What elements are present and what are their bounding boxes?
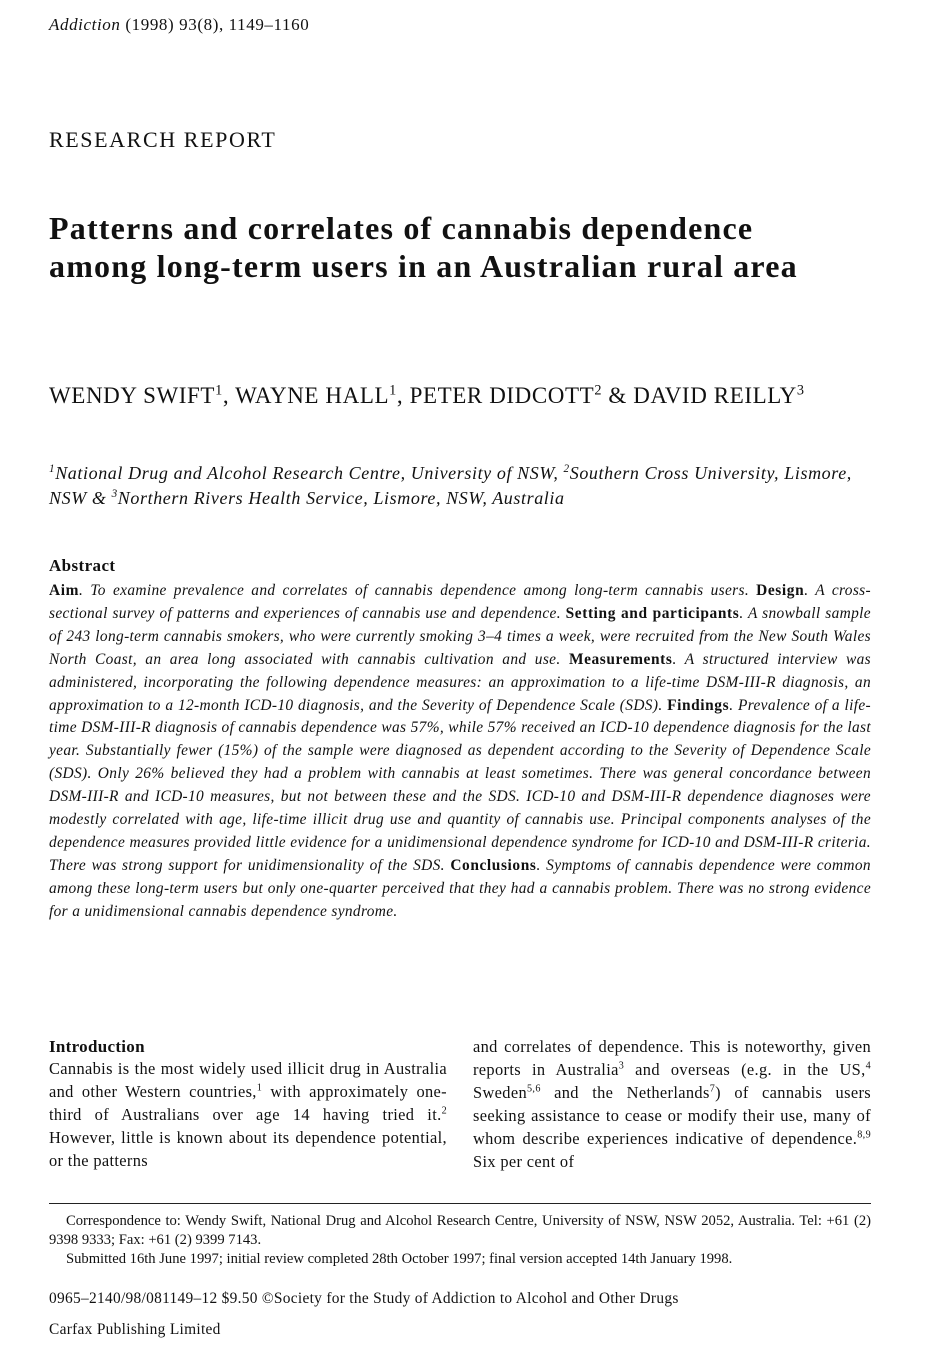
abstract-section-label: Design bbox=[756, 582, 805, 599]
affiliation-number: 1 bbox=[49, 463, 56, 475]
affiliations bbox=[49, 461, 879, 511]
reference-marker: 3 bbox=[618, 1060, 625, 1072]
affiliation-text: Northern Rivers Health Service, Lismore, NSW, Australia bbox=[117, 488, 565, 508]
affiliation-number: 3 bbox=[111, 488, 118, 500]
abstract-body: Aim. To examine prevalence and correlates of cannabis dependence among long-term cannabis users. Design. A cross-sectional survey of patterns and experiences of cannabis use and dependence. Setting and participants. A snowball sample of 243 long-term cannabis smokers, who were currently smoking 3–4 times a week, were recruited from the New South Wales North Coast, an area long associated with cannabis cultivation and use. Measurements. A structured interview was administered, incorporating the following dependence measures: an approximation to a life-time DSM-III-R diagnosis, an approximation to a 12-month ICD-10 diagnosis, and the Severity of Dependence Scale (SDS). Findings. Prevalence of a life-time DSM-III-R diagnosis of cannabis dependence was 57%, while 57% received an ICD-10 dependence diagnosis for the last year. Substantially fewer (15%) of the sample were diagnosed as dependent according to the Severity of Dependence Scale (SDS). Only 26% believed they had a problem with cannabis at least sometimes. There was general concordance between DSM-III-R and ICD-10 measures, but not between these and the SDS. ICD-10 and DSM-III-R dependence diagnoses were modestly correlated with age, life-time illicit drug use and quantity of cannabis use. Principal components analyses of the dependence measures provided little evidence for a unidimensional dependence syndrome for ICD-10 and DSM-III-R criteria. There was strong support for unidimensionality of the SDS. Conclusions. Symptoms of cannabis dependence were common among these long-term users but only one-quarter perceived that they had a cannabis problem. There was no strong evidence for a unidimensional cannabis dependence syndrome. bbox=[49, 582, 872, 920]
affiliation-text: National Drug and Alcohol Research Centre, University of NSW, bbox=[55, 463, 564, 483]
reference-marker: 4 bbox=[865, 1060, 871, 1072]
introduction-heading: Introduction bbox=[49, 1037, 145, 1056]
affiliation-number: 2 bbox=[563, 463, 570, 475]
author-separator: & bbox=[602, 383, 634, 408]
reference-marker: 5,6 bbox=[527, 1083, 541, 1095]
reference-marker: 8,9 bbox=[857, 1129, 871, 1141]
reference-marker: 2 bbox=[441, 1105, 447, 1117]
abstract-section-text: To examine prevalence and correlates of cannabis dependence among long-term cannabis users. bbox=[90, 582, 750, 599]
correspondence-note: Correspondence to: Wendy Swift, National Drug and Alcohol Research Centre, University of NSW, NSW 2052, Australia. Tel: +61 (2) 9398 9333; Fax: +61 (2) 9399 7143. bbox=[49, 1213, 871, 1248]
abstract-section-label: Setting and participants bbox=[565, 604, 740, 622]
reference-marker: 7 bbox=[709, 1083, 716, 1095]
author-list bbox=[49, 383, 879, 408]
paragraph-text: Cannabis is the most widely used illicit drug in Australia and other Western countries, bbox=[49, 1059, 447, 1101]
abstract-section-text: A cross-sectional survey of patterns and experiences of cannabis use and dependence. bbox=[49, 582, 871, 622]
abstract-section-text: A structured interview was administered, incorporating the following dependence measures: an approximation to a life-time DSM-III-R diagnosis, an approximation to a 12-month ICD-10 diagnosis, and the Severity of Dependence Scale (SDS). bbox=[49, 650, 872, 714]
abstract-heading: Abstract bbox=[49, 556, 116, 575]
abstract-section-label: Measurements bbox=[568, 650, 673, 668]
article-title: Patterns and correlates of cannabis dependence among long-term users in an Australian rural area bbox=[49, 210, 798, 284]
introduction-left-column bbox=[49, 1036, 447, 1173]
paragraph-text: and correlates of dependence. This is noteworthy, given reports in Australia bbox=[473, 1037, 871, 1079]
author-affiliation-mark: 1 bbox=[215, 382, 223, 399]
submission-dates: Submitted 16th June 1997; initial review completed 28th October 1997; final version accepted 14th January 1998. bbox=[66, 1251, 733, 1267]
abstract-section-label: Aim bbox=[49, 582, 80, 599]
paragraph-text: Six per cent of bbox=[473, 1151, 575, 1171]
paragraph-text: However, little is known about its dependence potential, or the patterns bbox=[49, 1127, 447, 1170]
paragraph-text: with approximately one-third of Australians over age 14 having tried it. bbox=[49, 1081, 447, 1124]
author-affiliation-mark: 1 bbox=[389, 382, 397, 399]
journal-volume-pages: (1998) 93(8), 1149–1160 bbox=[125, 15, 310, 34]
issn-copyright-line: 0965–2140/98/081149–12 $9.50 ©Society for the Study of Addiction to Alcohol and Other Drugs bbox=[49, 1290, 679, 1307]
journal-name: Addiction bbox=[49, 15, 121, 34]
publisher-name: Carfax Publishing Limited bbox=[49, 1321, 221, 1338]
paragraph-text: Sweden bbox=[473, 1082, 527, 1102]
paragraph-text: and overseas (e.g. in the US, bbox=[624, 1059, 866, 1079]
author-affiliation-mark: 2 bbox=[594, 382, 603, 399]
author-separator: , bbox=[222, 383, 236, 408]
reference-marker: 1 bbox=[256, 1082, 263, 1094]
journal-citation bbox=[49, 15, 309, 35]
abstract-section-text: Symptoms of cannabis dependence were common among these long-term users but only one-quarter perceived that they had a cannabis problem. There was no strong evidence for a unidimensional cannabis dependence syndrome. bbox=[49, 856, 871, 920]
abstract-section-text: A snowball sample of 243 long-term cannabis smokers, who were currently smoking 3–4 times a week, were recruited from the New South Wales North Coast, an area long associated with cannabis cultivation and use. bbox=[49, 604, 871, 668]
footnote-divider bbox=[49, 1203, 871, 1204]
author-name: WAYNE HALL bbox=[235, 383, 390, 408]
introduction-right-column bbox=[473, 1036, 871, 1173]
introduction-paragraph bbox=[49, 1058, 447, 1173]
abstract-section-text: Prevalence of a life-time DSM-III-R diagnosis of cannabis dependence was 57%, while 57% received an ICD-10 dependence diagnosis for the last year. Substantially fewer (15%) of the sample were diagnosed as dependent according to the Severity of Dependence Scale (SDS). Only 26% believed they had a problem with cannabis at least sometimes. There was general concordance between DSM-III-R and ICD-10 measures, but not between these and the SDS. ICD-10 and DSM-III-R dependence diagnoses were modestly correlated with age, life-time illicit drug use and quantity of cannabis use. Principal components analyses of the dependence measures provided little evidence for a unidimensional dependence syndrome for ICD-10 and DSM-III-R criteria. There was strong support for unidimensionality of the SDS. bbox=[49, 696, 871, 874]
author-affiliation-mark: 3 bbox=[796, 382, 805, 399]
introduction-paragraph-continued bbox=[473, 1036, 871, 1173]
section-label: RESEARCH REPORT bbox=[49, 127, 277, 152]
abstract-section-label: Conclusions bbox=[450, 856, 537, 874]
author-name: WENDY SWIFT bbox=[49, 383, 216, 408]
affiliation-text: Southern Cross University, Lismore, NSW & bbox=[49, 463, 852, 508]
author-name: DAVID REILLY bbox=[633, 383, 797, 408]
paragraph-text: ) of cannabis users seeking assistance to cease or modify their use, many of whom describe experiences indicative of dependence. bbox=[473, 1082, 871, 1148]
abstract-section-label: Findings bbox=[667, 696, 730, 714]
paragraph-text: and the Netherlands bbox=[540, 1082, 710, 1102]
footnotes bbox=[49, 1212, 871, 1269]
author-name: PETER DIDCOTT bbox=[409, 383, 595, 408]
author-separator: , bbox=[396, 383, 410, 408]
